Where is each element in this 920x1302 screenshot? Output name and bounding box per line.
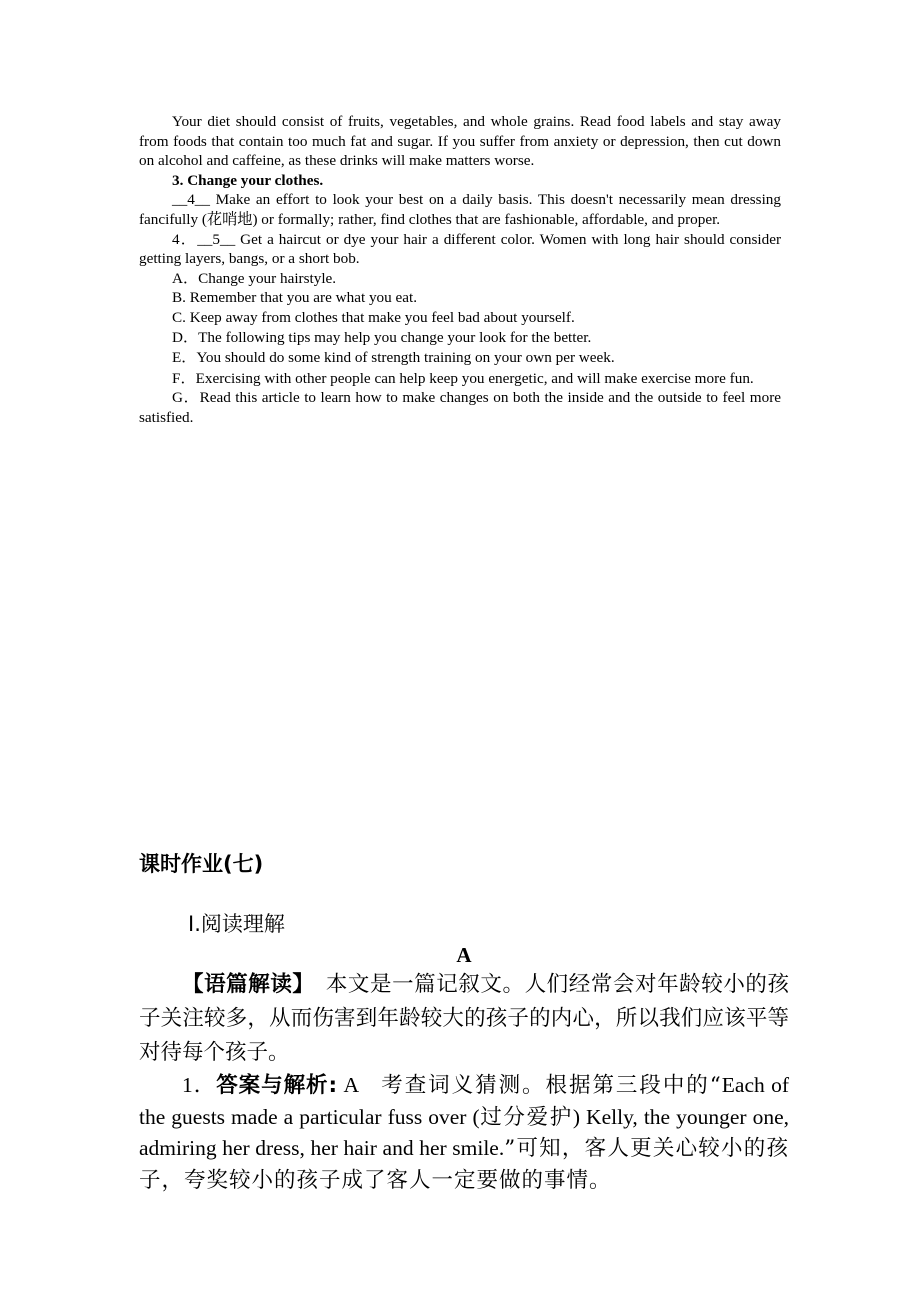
answer-number: 1．	[182, 1073, 217, 1097]
blank-4: __4__	[172, 191, 210, 209]
blank-5: __5__	[197, 230, 236, 248]
option-g: G．Read this article to learn how to make changes on both the inside and the outside to feel more satisfied.	[139, 389, 781, 426]
section-heading-change-clothes: 3. Change your clothes.	[172, 171, 324, 189]
reading-comprehension-heading: Ⅰ.阅读理解	[188, 912, 285, 936]
option-e: E．You should do some kind of strength training on your own per week.	[172, 349, 615, 367]
passage-label: A	[456, 943, 472, 967]
hair-paragraph-text: Get a haircut or dye your hair a different color. Women with long hair should consider getting layers, bangs, or a short bob.	[139, 230, 782, 268]
passage-summary	[139, 968, 789, 1070]
answer-choice: A	[337, 1073, 382, 1097]
answer-quote-2: ) Kelly, the younger one, admiring her dress, her hair and her smile.	[139, 1104, 789, 1160]
answer-1	[139, 1070, 789, 1196]
reading-exercise-continuation	[139, 112, 781, 428]
answer-label: 答案与解析:	[216, 1073, 338, 1098]
answer-explanation-cn-2: ”可知，客人更关心较小的孩子，夸奖较小的孩子成了客人一定要做的事情。	[139, 1136, 789, 1193]
option-a: A．Change your hairstyle.	[172, 269, 337, 287]
item-4-prefix: 4．	[172, 230, 198, 248]
homework-title: 课时作业(七)	[139, 852, 264, 876]
diet-paragraph: Your diet should consist of fruits, vegetables, and whole grains. Read food labels and stay away from foods that contain too much fat and sugar. If you suffer from anxiety or depression, then cut down on alcohol and caffeine, as these drinks will make matters worse.	[139, 113, 781, 170]
clothes-paragraph-text: Make an effort to look your best on a daily basis. This doesn't necessarily mean dressing fancifully (花哨地) or formally; rather, find clothes that are fashionable, affordable, and proper.	[139, 191, 781, 228]
clothes-paragraph	[139, 190, 781, 229]
option-f: F．Exercising with other people can help keep you energetic, and will make exercise more fun.	[172, 369, 754, 387]
homework-answer-section	[139, 848, 789, 1196]
option-d: D．The following tips may help you change your look for the better.	[172, 328, 592, 346]
option-b: B. Remember that you are what you eat.	[172, 289, 418, 307]
answer-quote-1: Each of the guests made a particular fuss over (	[139, 1073, 789, 1129]
summary-tag: 【语篇解读】	[182, 972, 304, 997]
summary-text: 本文是一篇记叙文。人们经常会对年龄较小的孩子关注较多，从而伤害到年龄较大的孩子的内心，所以我们应该平等对待每个孩子。	[139, 972, 789, 1065]
answer-gloss: 过分爱护	[479, 1104, 573, 1130]
hair-paragraph	[139, 230, 781, 269]
option-c: C. Keep away from clothes that make you feel bad about yourself.	[172, 308, 575, 326]
answer-explanation-cn-1: 考查词义猜测。根据第三段中的“	[381, 1073, 722, 1098]
